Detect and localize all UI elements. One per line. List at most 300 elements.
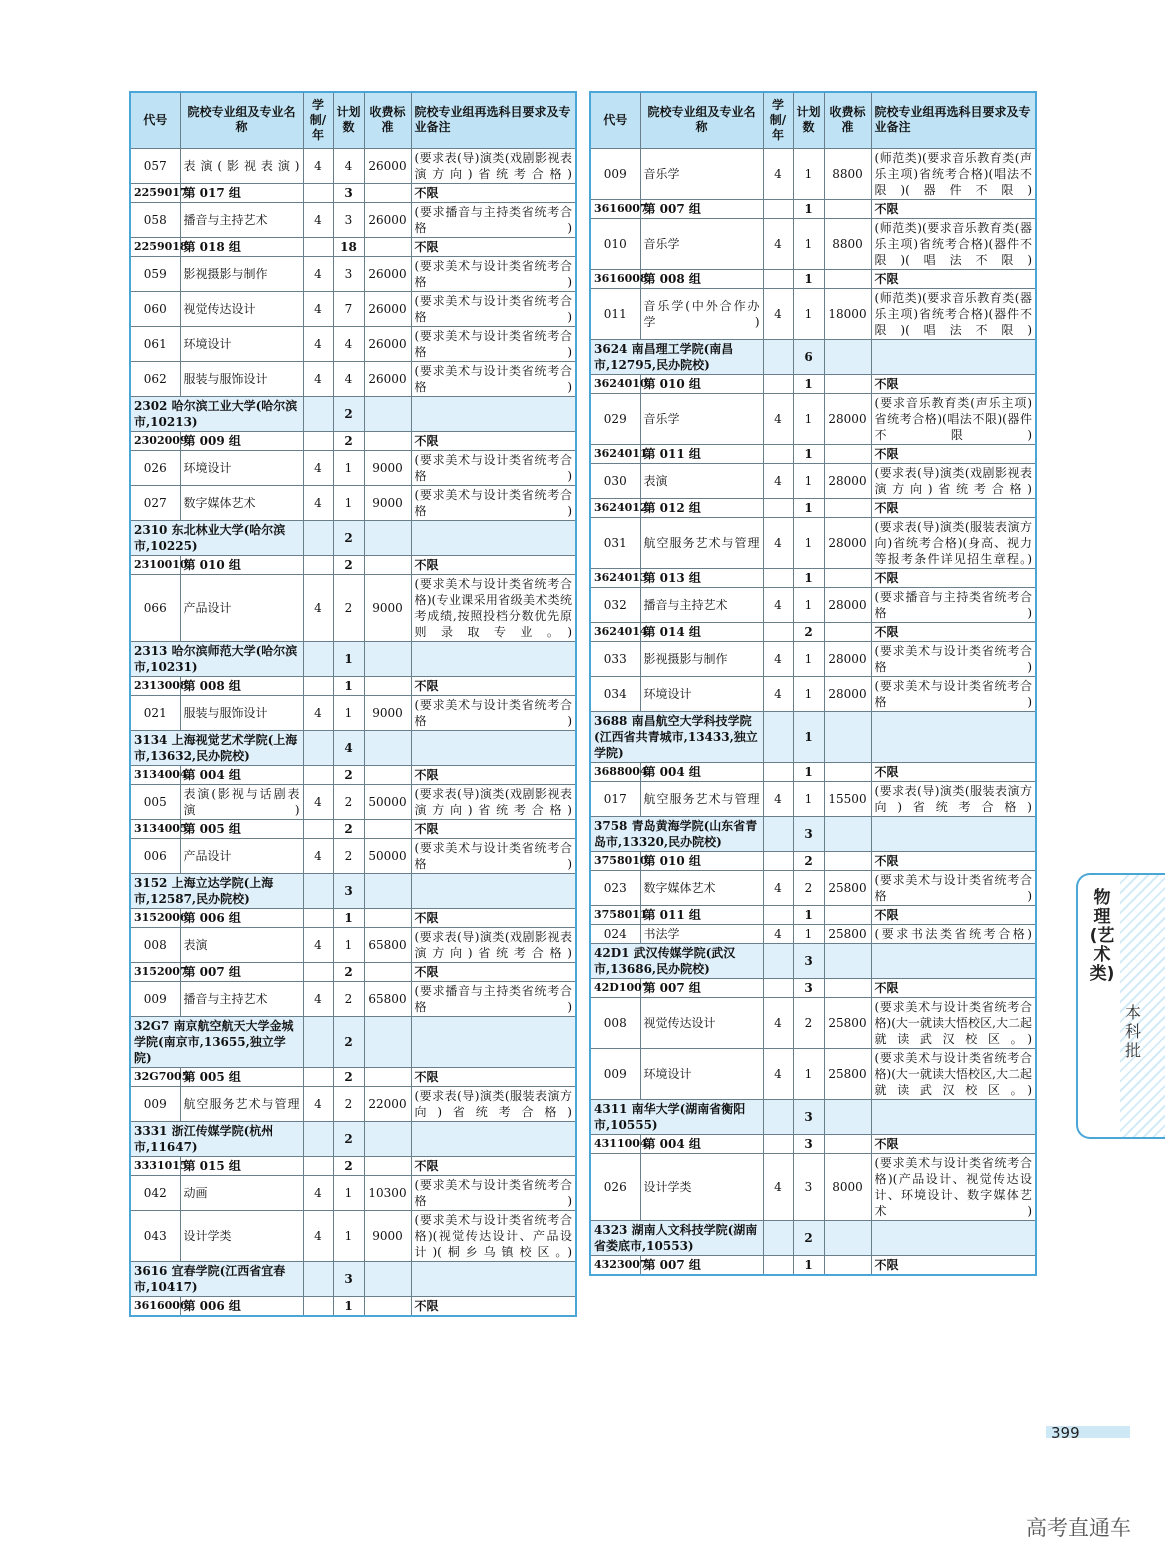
fee-cell: 28000: [824, 393, 871, 444]
school-row: [590, 943, 1036, 978]
major-row: [130, 1086, 576, 1121]
group-code: 3758010: [590, 851, 640, 870]
major-name: 环境设计: [640, 1048, 763, 1099]
remark-cell: (要求美术与设计类省统考合格): [411, 326, 576, 361]
group-row: [590, 905, 1036, 924]
group-code: 2259017: [130, 183, 180, 202]
fee-cell: 26000: [364, 148, 411, 183]
group-name: 第 004 组: [180, 765, 303, 784]
remark-cell: 不限: [871, 978, 1036, 997]
school-name: 42D1 武汉传媒学院(武汉市,13686,民办院校): [590, 943, 763, 978]
major-name: 产品设计: [180, 838, 303, 873]
category-side-tab: [1076, 873, 1165, 1139]
remark-cell: [871, 943, 1036, 978]
remark-cell: (要求美术与设计类省统考合格): [411, 291, 576, 326]
plan-cell: 1: [793, 199, 824, 218]
fee-cell: 10300: [364, 1175, 411, 1210]
header-years: 学制/年: [303, 92, 333, 148]
remark-cell: 不限: [411, 1067, 576, 1086]
major-name: 表演(影视与话剧表演): [180, 784, 303, 819]
plan-cell: 1: [793, 762, 824, 781]
remark-cell: (要求表(导)演类(服装表演方向)省统考合格): [411, 1086, 576, 1121]
major-row: [590, 1048, 1036, 1099]
remark-cell: 不限: [871, 622, 1036, 641]
years-cell: [303, 1261, 333, 1296]
remark-cell: [871, 816, 1036, 851]
major-row: [130, 485, 576, 520]
group-name: 第 010 组: [640, 374, 763, 393]
major-code: 008: [590, 997, 640, 1048]
plan-cell: 4: [333, 148, 364, 183]
watermark-text: 高考直通车: [1026, 1516, 1131, 1540]
group-code: 3616008: [590, 269, 640, 288]
years-cell: [763, 444, 793, 463]
major-code: 057: [130, 148, 180, 183]
major-code: 017: [590, 781, 640, 816]
remark-cell: (要求美术与设计类省统考合格): [411, 256, 576, 291]
fee-cell: [364, 520, 411, 555]
header-name: 院校专业组及专业名称: [640, 92, 763, 148]
school-name: 3688 南昌航空大学科技学院(江西省共青城市,13433,独立学院): [590, 711, 763, 762]
major-row: [130, 202, 576, 237]
remark-cell: [411, 520, 576, 555]
fee-cell: 28000: [824, 517, 871, 568]
major-code: 009: [130, 1086, 180, 1121]
remark-cell: (要求表(导)演类(戏剧影视表演方向)省统考合格): [411, 784, 576, 819]
fee-cell: 28000: [824, 676, 871, 711]
years-cell: 4: [763, 148, 793, 199]
years-cell: 4: [763, 463, 793, 498]
years-cell: 4: [763, 870, 793, 905]
major-row: [590, 781, 1036, 816]
major-code: 060: [130, 291, 180, 326]
remark-cell: 不限: [871, 905, 1036, 924]
group-row: [130, 431, 576, 450]
plan-cell: 1: [793, 288, 824, 339]
group-name: 第 006 组: [180, 908, 303, 927]
years-cell: [303, 555, 333, 574]
remark-cell: (要求播音与主持类省统考合格): [411, 981, 576, 1016]
major-row: [590, 641, 1036, 676]
group-name: 第 011 组: [640, 444, 763, 463]
plan-cell: 18: [333, 237, 364, 256]
remark-cell: [411, 1261, 576, 1296]
group-row: [590, 444, 1036, 463]
major-code: 006: [130, 838, 180, 873]
group-name: 第 012 组: [640, 498, 763, 517]
fee-cell: 28000: [824, 587, 871, 622]
remark-cell: [411, 641, 576, 676]
plan-cell: 1: [793, 269, 824, 288]
fee-cell: 26000: [364, 256, 411, 291]
years-cell: [303, 819, 333, 838]
fee-cell: [824, 905, 871, 924]
major-code: 034: [590, 676, 640, 711]
fee-cell: [364, 676, 411, 695]
header-name: 院校专业组及专业名称: [180, 92, 303, 148]
plan-cell: 3: [793, 1099, 824, 1134]
fee-cell: [364, 396, 411, 431]
years-cell: [763, 498, 793, 517]
group-code: 3152006: [130, 908, 180, 927]
group-row: [130, 555, 576, 574]
years-cell: 4: [303, 695, 333, 730]
group-code: 3134004: [130, 765, 180, 784]
years-cell: 4: [763, 641, 793, 676]
plan-cell: 1: [793, 641, 824, 676]
fee-cell: 22000: [364, 1086, 411, 1121]
group-name: 第 008 组: [640, 269, 763, 288]
remark-cell: [411, 1016, 576, 1067]
major-row: [130, 574, 576, 641]
major-name: 环境设计: [640, 676, 763, 711]
fee-cell: 26000: [364, 361, 411, 396]
years-cell: [303, 1156, 333, 1175]
fee-cell: [824, 816, 871, 851]
major-code: 029: [590, 393, 640, 444]
plan-cell: 3: [793, 1134, 824, 1153]
group-code: 3758011: [590, 905, 640, 924]
major-row: [590, 870, 1036, 905]
school-row: [590, 1099, 1036, 1134]
years-cell: 4: [763, 1153, 793, 1220]
years-cell: 4: [303, 291, 333, 326]
side-tab-batch: 本科批: [1124, 1003, 1141, 1060]
years-cell: 4: [763, 288, 793, 339]
group-row: [130, 1296, 576, 1316]
major-row: [130, 361, 576, 396]
plan-cell: 1: [793, 587, 824, 622]
fee-cell: 28000: [824, 641, 871, 676]
left-table-body: [130, 148, 576, 1316]
major-row: [590, 517, 1036, 568]
remark-cell: 不限: [871, 374, 1036, 393]
group-row: [590, 1255, 1036, 1275]
major-code: 061: [130, 326, 180, 361]
plan-cell: 1: [333, 676, 364, 695]
major-code: 059: [130, 256, 180, 291]
remark-cell: 不限: [411, 765, 576, 784]
major-row: [590, 463, 1036, 498]
plan-cell: 1: [793, 1255, 824, 1275]
major-name: 表演: [640, 463, 763, 498]
years-cell: 4: [303, 361, 333, 396]
school-name: 32G7 南京航空航天大学金城学院(南京市,13655,独立学院): [130, 1016, 303, 1067]
group-code: 2313008: [130, 676, 180, 695]
group-row: [590, 622, 1036, 641]
years-cell: 4: [763, 676, 793, 711]
major-code: 031: [590, 517, 640, 568]
major-code: 021: [130, 695, 180, 730]
years-cell: [763, 816, 793, 851]
school-row: [130, 396, 576, 431]
years-cell: [763, 568, 793, 587]
school-name: 3624 南昌理工学院(南昌市,12795,民办院校): [590, 339, 763, 374]
major-name: 书法学: [640, 924, 763, 943]
school-name: 3152 上海立达学院(上海市,12587,民办院校): [130, 873, 303, 908]
header-plan: 计划数: [793, 92, 824, 148]
remark-cell: (要求播音与主持类省统考合格): [871, 587, 1036, 622]
years-cell: 4: [303, 326, 333, 361]
fee-cell: [364, 1067, 411, 1086]
years-cell: [763, 622, 793, 641]
major-name: 影视摄影与制作: [640, 641, 763, 676]
years-cell: 4: [763, 997, 793, 1048]
fee-cell: 9000: [364, 574, 411, 641]
group-code: 3616007: [590, 199, 640, 218]
remark-cell: (要求美术与设计类省统考合格)(大一就读大悟校区,大二起就读武汉校区。): [871, 1048, 1036, 1099]
fee-cell: 25800: [824, 997, 871, 1048]
group-name: 第 004 组: [640, 1134, 763, 1153]
major-name: 音乐学: [640, 218, 763, 269]
school-name: 3134 上海视觉艺术学院(上海市,13632,民办院校): [130, 730, 303, 765]
remark-cell: 不限: [871, 1134, 1036, 1153]
major-row: [590, 676, 1036, 711]
school-row: [590, 1220, 1036, 1255]
group-name: 第 007 组: [180, 962, 303, 981]
remark-cell: (要求美术与设计类省统考合格): [411, 485, 576, 520]
remark-cell: (要求美术与设计类省统考合格)(大一就读大悟校区,大二起就读武汉校区。): [871, 997, 1036, 1048]
plan-cell: 1: [793, 676, 824, 711]
major-code: 058: [130, 202, 180, 237]
school-row: [590, 339, 1036, 374]
right-table-body: [590, 148, 1036, 1275]
major-row: [130, 784, 576, 819]
remark-cell: (师范类)(要求音乐教育类(器乐主项)省统考合格)(器件不限)(唱法不限): [871, 218, 1036, 269]
school-row: [590, 711, 1036, 762]
major-row: [130, 291, 576, 326]
remark-cell: 不限: [871, 199, 1036, 218]
major-row: [130, 256, 576, 291]
years-cell: 4: [303, 1210, 333, 1261]
group-row: [130, 1156, 576, 1175]
plan-cell: 3: [793, 1153, 824, 1220]
plan-cell: 1: [793, 148, 824, 199]
years-cell: 4: [763, 218, 793, 269]
years-cell: [303, 1067, 333, 1086]
remark-cell: (要求音乐教育类(声乐主项)省统考合格)(唱法不限)(器件不限): [871, 393, 1036, 444]
fee-cell: [364, 1016, 411, 1067]
group-code: 4323007: [590, 1255, 640, 1275]
plan-cell: 1: [793, 374, 824, 393]
school-name: 4311 南华大学(湖南省衡阳市,10555): [590, 1099, 763, 1134]
header-fee: 收费标准: [364, 92, 411, 148]
plan-cell: 1: [333, 450, 364, 485]
major-code: 032: [590, 587, 640, 622]
school-name: 3331 浙江传媒学院(杭州市,11647): [130, 1121, 303, 1156]
plan-cell: 2: [333, 838, 364, 873]
years-cell: 4: [763, 1048, 793, 1099]
fee-cell: 8800: [824, 148, 871, 199]
major-name: 音乐学(中外合作办学): [640, 288, 763, 339]
major-row: [130, 838, 576, 873]
plan-cell: 1: [793, 711, 824, 762]
school-name: 3616 宜春学院(江西省宜春市,10417): [130, 1261, 303, 1296]
major-name: 服装与服饰设计: [180, 361, 303, 396]
plan-cell: 4: [333, 361, 364, 396]
plan-cell: 2: [793, 1220, 824, 1255]
plan-cell: 2: [793, 851, 824, 870]
group-code: 2259018: [130, 237, 180, 256]
remark-cell: 不限: [411, 1156, 576, 1175]
years-cell: 4: [763, 517, 793, 568]
remark-cell: [411, 396, 576, 431]
group-code: 2310010: [130, 555, 180, 574]
remark-cell: 不限: [871, 568, 1036, 587]
group-code: 4311004: [590, 1134, 640, 1153]
remark-cell: 不限: [411, 962, 576, 981]
fee-cell: 26000: [364, 291, 411, 326]
major-name: 音乐学: [640, 148, 763, 199]
major-row: [590, 288, 1036, 339]
major-code: 030: [590, 463, 640, 498]
school-row: [130, 641, 576, 676]
plan-cell: 2: [333, 1121, 364, 1156]
plan-cell: 3: [333, 873, 364, 908]
page-number: 399: [1051, 1424, 1080, 1442]
group-row: [130, 183, 576, 202]
school-row: [130, 730, 576, 765]
years-cell: 4: [303, 450, 333, 485]
group-row: [590, 498, 1036, 517]
school-row: [590, 816, 1036, 851]
group-name: 第 008 组: [180, 676, 303, 695]
plan-cell: 1: [333, 927, 364, 962]
years-cell: [763, 762, 793, 781]
group-code: 3616006: [130, 1296, 180, 1316]
years-cell: [763, 1134, 793, 1153]
remark-cell: (要求表(导)演类(戏剧影视表演方向)省统考合格): [871, 463, 1036, 498]
group-name: 第 009 组: [180, 431, 303, 450]
fee-cell: [824, 444, 871, 463]
remark-cell: [871, 711, 1036, 762]
plan-cell: 4: [333, 326, 364, 361]
plan-cell: 2: [333, 555, 364, 574]
group-row: [590, 374, 1036, 393]
remark-cell: (要求表(导)演类(服装表演方向)省统考合格): [871, 781, 1036, 816]
plan-cell: 3: [333, 256, 364, 291]
group-code: 32G7005: [130, 1067, 180, 1086]
fee-cell: [364, 555, 411, 574]
group-code: 3688004: [590, 762, 640, 781]
years-cell: 4: [303, 784, 333, 819]
remark-cell: [871, 1099, 1036, 1134]
plan-cell: 2: [333, 962, 364, 981]
fee-cell: 9000: [364, 695, 411, 730]
plan-cell: 3: [793, 978, 824, 997]
group-code: 3624013: [590, 568, 640, 587]
major-name: 表演: [180, 927, 303, 962]
fee-cell: 25800: [824, 1048, 871, 1099]
school-name: 4323 湖南人文科技学院(湖南省娄底市,10553): [590, 1220, 763, 1255]
plan-cell: 2: [793, 997, 824, 1048]
plan-cell: 3: [333, 202, 364, 237]
plan-cell: 2: [333, 520, 364, 555]
header-code: 代号: [130, 92, 180, 148]
group-name: 第 004 组: [640, 762, 763, 781]
years-cell: [303, 183, 333, 202]
years-cell: [303, 396, 333, 431]
years-cell: 4: [303, 1175, 333, 1210]
group-row: [590, 269, 1036, 288]
major-name: 数字媒体艺术: [640, 870, 763, 905]
group-code: 3134005: [130, 819, 180, 838]
remark-cell: (要求美术与设计类省统考合格): [411, 1175, 576, 1210]
major-row: [590, 393, 1036, 444]
remark-cell: (要求美术与设计类省统考合格): [411, 450, 576, 485]
plan-cell: 1: [793, 1048, 824, 1099]
years-cell: [303, 908, 333, 927]
years-cell: [763, 199, 793, 218]
remark-cell: (要求美术与设计类省统考合格): [411, 838, 576, 873]
years-cell: 4: [303, 981, 333, 1016]
years-cell: 4: [763, 924, 793, 943]
years-cell: 4: [303, 485, 333, 520]
fee-cell: [824, 1255, 871, 1275]
years-cell: [303, 730, 333, 765]
fee-cell: 50000: [364, 838, 411, 873]
remark-cell: 不限: [411, 1296, 576, 1316]
fee-cell: [824, 1099, 871, 1134]
plan-cell: 1: [793, 924, 824, 943]
fee-cell: [364, 873, 411, 908]
fee-cell: 28000: [824, 463, 871, 498]
header-fee: 收费标准: [824, 92, 871, 148]
remark-cell: [871, 339, 1036, 374]
plan-cell: 1: [793, 393, 824, 444]
major-name: 播音与主持艺术: [180, 202, 303, 237]
remark-cell: 不限: [411, 908, 576, 927]
plan-cell: 2: [333, 1016, 364, 1067]
years-cell: [763, 711, 793, 762]
years-cell: [763, 374, 793, 393]
years-cell: 4: [303, 1086, 333, 1121]
years-cell: 4: [303, 927, 333, 962]
years-cell: [303, 237, 333, 256]
major-name: 表演(影视表演): [180, 148, 303, 183]
plan-cell: 2: [793, 622, 824, 641]
header-remark: 院校专业组再选科目要求及专业备注: [871, 92, 1036, 148]
remark-cell: 不限: [871, 762, 1036, 781]
remark-cell: (师范类)(要求音乐教育类(声乐主项)省统考合格)(唱法不限)(器件不限): [871, 148, 1036, 199]
fee-cell: 65800: [364, 981, 411, 1016]
fee-cell: [364, 730, 411, 765]
remark-cell: (要求表(导)演类(服装表演方向)省统考合格)(身高、视力等报考条件详见招生章程。): [871, 517, 1036, 568]
years-cell: [763, 1255, 793, 1275]
plan-cell: 1: [793, 517, 824, 568]
years-cell: 4: [303, 202, 333, 237]
remark-cell: [871, 1220, 1036, 1255]
plan-cell: 2: [333, 396, 364, 431]
fee-cell: 18000: [824, 288, 871, 339]
major-name: 动画: [180, 1175, 303, 1210]
remark-cell: (要求美术与设计类省统考合格): [411, 361, 576, 396]
remark-cell: (要求表(导)演类(戏剧影视表演方向)省统考合格): [411, 148, 576, 183]
major-code: 010: [590, 218, 640, 269]
remark-cell: 不限: [871, 444, 1036, 463]
years-cell: 4: [763, 393, 793, 444]
remark-cell: (要求表(导)演类(戏剧影视表演方向)省统考合格): [411, 927, 576, 962]
major-name: 影视摄影与制作: [180, 256, 303, 291]
remark-cell: (要求美术与设计类省统考合格)(视觉传达设计、产品设计)(桐乡乌镇校区。): [411, 1210, 576, 1261]
major-row: [590, 148, 1036, 199]
fee-cell: [824, 622, 871, 641]
fee-cell: [364, 962, 411, 981]
school-name: 2302 哈尔滨工业大学(哈尔滨市,10213): [130, 396, 303, 431]
remark-cell: 不限: [411, 431, 576, 450]
remark-cell: 不限: [411, 183, 576, 202]
major-code: 009: [130, 981, 180, 1016]
